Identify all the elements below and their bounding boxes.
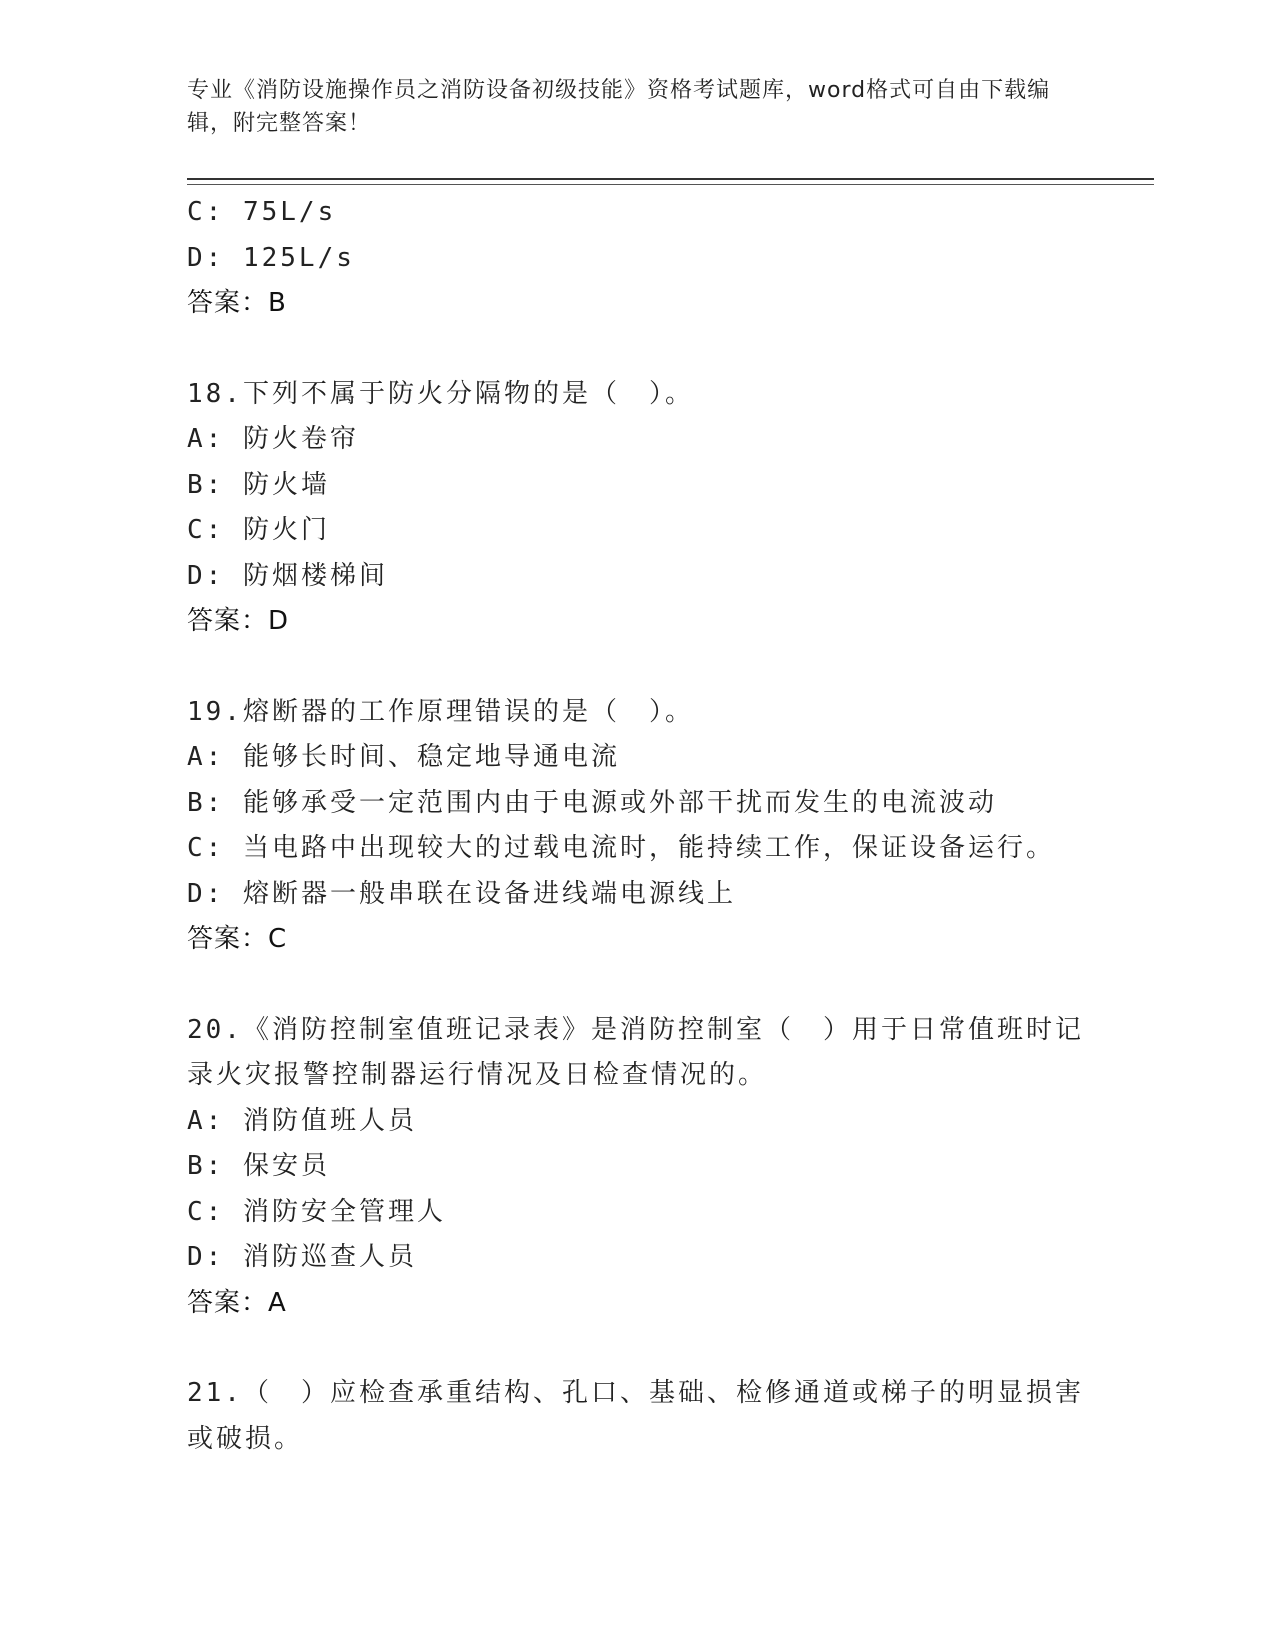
option-a: A: 防火卷帘: [187, 424, 359, 454]
question-18: [187, 372, 1087, 645]
question-stem: 21.（ ）应检查承重结构、孔口、基础、检修通道或梯子的明显损害或破损。: [187, 1378, 1084, 1454]
option-c: C: 消防安全管理人: [187, 1196, 446, 1227]
option-d: D: 熔断器一般串联在设备进线端电源线上: [187, 878, 736, 909]
question-21: [187, 1371, 1087, 1462]
option-c: C: 当电路中出现较大的过载电流时，能持续工作，保证设备运行。: [187, 833, 1055, 863]
option-d: D: 消防巡查人员: [187, 1242, 417, 1272]
option-a: A: 消防值班人员: [187, 1105, 417, 1136]
option-c: C: 防火门: [187, 515, 330, 545]
question-19: [187, 690, 1087, 963]
header-divider-thin: [187, 184, 1154, 185]
option-b: B: 保安员: [187, 1151, 330, 1181]
answer-line: 答案：C: [187, 924, 288, 954]
spacer: [187, 1326, 1087, 1371]
question-17-continued: [187, 190, 1087, 327]
question-20: [187, 1008, 1087, 1327]
question-stem: 18.下列不属于防火分隔物的是（ ）。: [187, 378, 694, 409]
question-stem: 20.《消防控制室值班记录表》是消防控制室（ ）用于日常值班时记录火灾报警控制器运行情况及日检查情况的。: [187, 1014, 1084, 1090]
option-d: D: 防烟楼梯间: [187, 560, 388, 591]
answer-line: 答案：A: [187, 1287, 287, 1318]
option-d: D: 125L/s: [187, 242, 355, 273]
answer-line: 答案：B: [187, 288, 287, 318]
option-b: B: 能够承受一定范围内由于电源或外部干扰而发生的电流波动: [187, 787, 997, 818]
spacer: [187, 645, 1087, 690]
spacer: [187, 963, 1087, 1008]
spacer: [187, 327, 1087, 372]
header-divider-thick: [187, 178, 1154, 180]
option-c: C: 75L/s: [187, 197, 337, 227]
document-header: 专业《消防设施操作员之消防设备初级技能》资格考试题库，word格式可自由下载编辑，附完整答案！: [187, 78, 1051, 136]
question-list: [187, 190, 1087, 1462]
option-b: B: 防火墙: [187, 469, 330, 500]
option-a: A: 能够长时间、稳定地导通电流: [187, 742, 620, 772]
question-stem: 19.熔断器的工作原理错误的是（ ）。: [187, 696, 694, 727]
answer-line: 答案：D: [187, 606, 290, 636]
